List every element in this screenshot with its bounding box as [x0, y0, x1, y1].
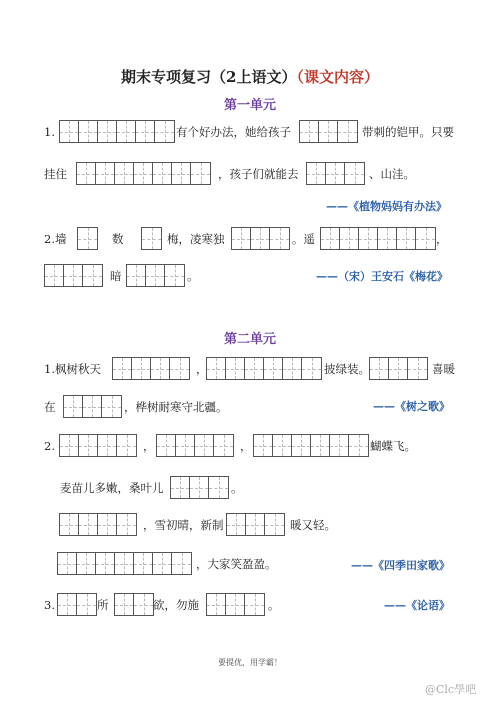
u2-q2-blank-5[interactable] — [59, 513, 137, 536]
u1-q2-blank-6[interactable] — [126, 264, 185, 287]
u2-q1-blank-1[interactable] — [112, 357, 190, 380]
u2-q2-blank-2[interactable] — [156, 434, 234, 457]
u2-q2-blank-1[interactable] — [59, 434, 137, 457]
u1-q1-number: 1. — [44, 125, 55, 139]
u1-q2-source: ——（宋）王安石《梅花》 — [316, 270, 448, 283]
u2-q2-number: 2. — [44, 439, 55, 453]
u2-q1-blank-3[interactable] — [369, 357, 428, 380]
u2-q1-text-2: 披绿装。 — [324, 362, 370, 376]
u1-q1-blank-2[interactable] — [299, 120, 358, 143]
u2-q2-text-2: ， — [240, 439, 252, 453]
u2-q3-blank-1[interactable] — [57, 593, 97, 616]
u1-q2-text-5: 暗 — [110, 269, 122, 283]
u2-q1-text-1: ， — [196, 362, 208, 376]
unit1-heading: 第一单元 — [223, 98, 276, 113]
u1-q2-blank-3[interactable] — [231, 227, 290, 250]
u1-q1-text-5: 、山洼。 — [369, 167, 415, 181]
u1-q2-text-1: 数 — [112, 232, 124, 246]
u1-q1-source: ——《植物妈妈有办法》 — [326, 200, 447, 213]
footer-slogan: 要提优，用学霸！ — [218, 658, 282, 667]
u2-q1-blank-2[interactable] — [206, 357, 322, 380]
u2-q1-number: 1.枫树秋天 — [44, 362, 101, 376]
u2-q1-blank-4[interactable] — [63, 395, 122, 418]
u2-q2-text-4: 麦苗儿多嫩，桑叶儿 — [60, 481, 164, 495]
u2-q1-text-4: 在 — [44, 400, 56, 414]
u1-q2-number: 2.墙 — [44, 232, 67, 246]
u2-q2-blank-4[interactable] — [170, 476, 229, 499]
u2-q3-blank-2[interactable] — [114, 593, 154, 616]
u2-q2-blank-7[interactable] — [57, 552, 192, 575]
u2-q3-text-1: 所 — [97, 598, 109, 612]
u1-q1-text-4: ，孩子们就能去 — [218, 167, 299, 181]
u1-q2-text-3: 。遥 — [292, 232, 315, 246]
u1-q1-text-1: 有个好办法，她给孩子 — [176, 125, 291, 139]
u1-q2-blank-1[interactable] — [77, 227, 98, 250]
u1-q2-blank-2[interactable] — [141, 227, 162, 250]
u2-q3-text-2: 欲，勿施 — [153, 598, 199, 612]
u1-q2-text-6: 。 — [187, 269, 199, 283]
u1-q1-text-2: 带刺的铠甲。只要 — [362, 125, 454, 139]
u2-q1-text-3: 喜暖 — [432, 362, 455, 376]
unit2-heading: 第二单元 — [223, 332, 276, 347]
u2-q2-source: ——《四季田家歌》 — [351, 559, 450, 572]
u2-q2-blank-6[interactable] — [226, 513, 285, 536]
u2-q2-text-3: 蝴蝶飞。 — [370, 439, 416, 453]
u2-q3-number: 3. — [44, 598, 55, 612]
u1-q2-text-2: 梅，凌寒独 — [167, 232, 225, 246]
u2-q1-text-5: ，桦树耐寒守北疆。 — [124, 400, 228, 414]
u1-q2-text-4: ， — [436, 232, 448, 246]
u2-q2-text-6: ，雪初晴，新制 — [143, 518, 224, 532]
u2-q2-text-5: 。 — [231, 481, 243, 495]
u1-q2-blank-5[interactable] — [44, 264, 103, 287]
watermark: @Clc學吧 — [425, 683, 477, 696]
u1-q1-text-3: 挂住 — [44, 167, 67, 181]
u1-q1-blank-1[interactable] — [59, 120, 175, 143]
u1-q2-blank-4[interactable] — [320, 227, 436, 250]
u2-q3-blank-3[interactable] — [206, 593, 265, 616]
u2-q2-text-7: 暖又轻。 — [290, 518, 336, 532]
page-title: 期末专项复习（2上语文）（课文内容） — [121, 68, 379, 86]
u2-q3-text-3: 。 — [268, 598, 280, 612]
u2-q2-text-1: ， — [143, 439, 155, 453]
u2-q1-source: ——《树之歌》 — [373, 400, 450, 413]
u2-q3-source: ——《论语》 — [384, 599, 450, 612]
u1-q1-blank-4[interactable] — [306, 162, 365, 185]
u2-q2-blank-3[interactable] — [253, 434, 369, 457]
u2-q2-text-8: ，大家笑盈盈。 — [196, 557, 277, 571]
u1-q1-blank-3[interactable] — [76, 162, 211, 185]
